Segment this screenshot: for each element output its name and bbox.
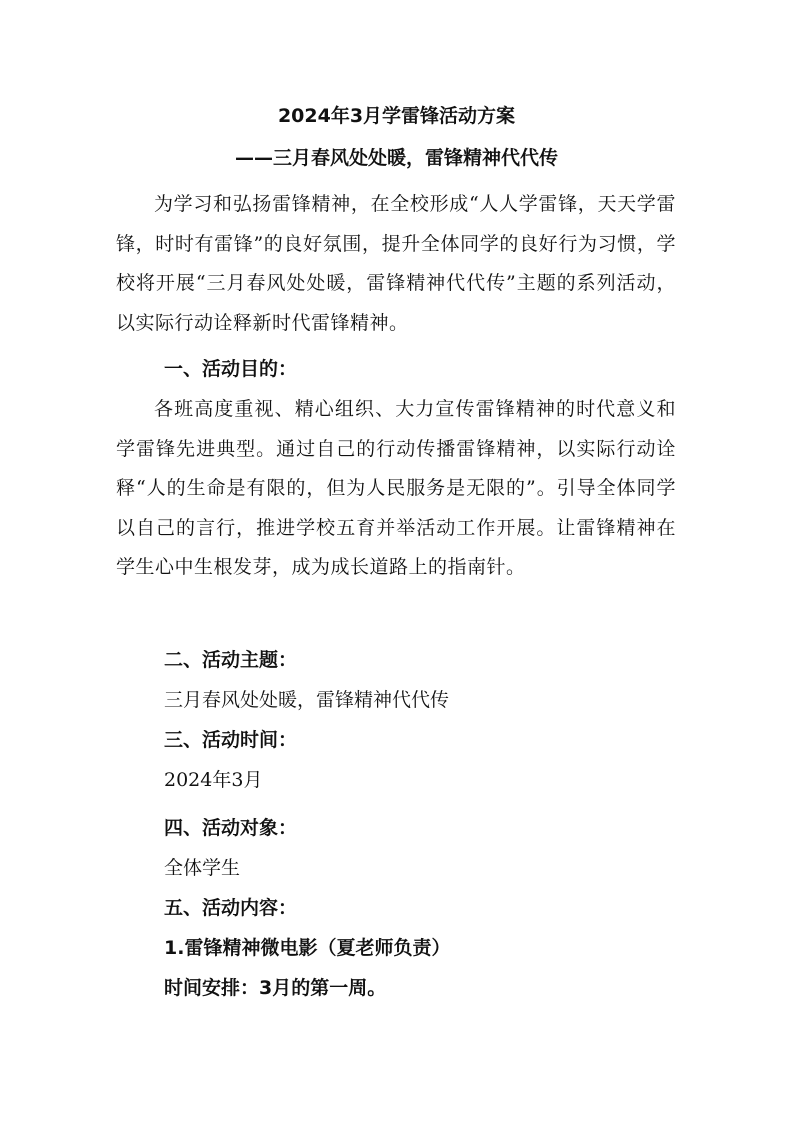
document-subtitle: ——三月春风处处暖，雷锋精神代代传: [234, 147, 558, 169]
intro-paragraph: 为学习和弘扬雷锋精神，在全校形成“人人学雷锋，天天学雷锋，时时有雷锋”的良好氛围，提升全体同学的良好行为习惯，学校将开展“三月春风处处暖，雷锋精神代代传”主题的系列活动，以实际行动诠释新时代雷锋精神。: [116, 193, 676, 334]
section-5-item-1-title: 1.雷锋精神微电影（夏老师负责）: [164, 937, 451, 959]
section-5-heading: 五、活动内容：: [164, 897, 298, 919]
section-5-item-1-schedule: 时间安排：3月的第一周。: [164, 977, 387, 999]
section-1-paragraph: 各班高度重视、精心组织、大力宣传雷锋精神的时代意义和学雷锋先进典型。通过自己的行动传播雷锋精神，以实际行动诠释“人的生命是有限的，但为人民服务是无限的”。引导全体同学以自己的言行，推进学校五育并举活动工作开展。让雷锋精神在学生心中生根发芽，成为成长道路上的指南针。: [116, 398, 676, 578]
section-3-heading: 三、活动时间：: [164, 729, 298, 751]
section-4-heading: 四、活动对象：: [164, 817, 298, 839]
document-title: 2024年3月学雷锋活动方案: [277, 105, 516, 127]
section-1-heading: 一、活动目的：: [164, 358, 298, 380]
section-3-text: 2024年3月: [164, 769, 263, 791]
section-2-text: 三月春风处处暖，雷锋精神代代传: [164, 689, 450, 711]
section-4-text: 全体学生: [164, 857, 241, 879]
section-2-heading: 二、活动主题：: [164, 649, 298, 671]
